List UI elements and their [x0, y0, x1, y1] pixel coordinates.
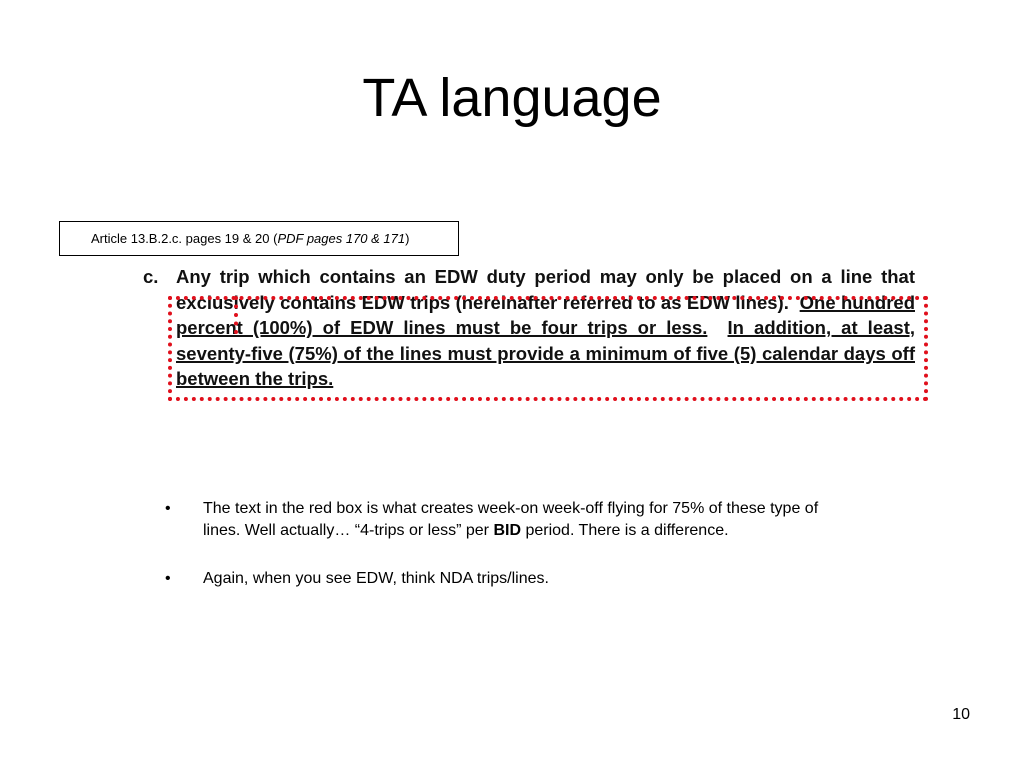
bullet-2-text: Again, when you see EDW, think NDA trips/lines. — [203, 570, 549, 587]
article-reference-box — [59, 221, 459, 256]
bullet-1-text: The text in the red box is what creates week-on week-off flying for 75% of these type of lines. Well actually… “4-trips or less” per — [203, 500, 819, 539]
bullet-1-text-end: period. There is a difference. — [521, 522, 729, 539]
red-dotted-highlight-notch — [234, 296, 240, 334]
reference-pdf-pages: PDF pages 170 & 171 — [277, 231, 406, 246]
bullet-1-bold: BID — [493, 522, 522, 539]
bullet-item-1 — [160, 498, 820, 542]
red-dotted-highlight-box — [168, 296, 928, 401]
reference-close-paren: ) — [405, 231, 410, 246]
excerpt-sentence-2: One hundred percent (100%) of EDW lines must be four trips or less. — [176, 291, 915, 339]
bullet-list — [160, 498, 820, 616]
bullet-dot-icon: • — [165, 570, 171, 587]
excerpt-sentence-3: In addition, at least, seventy-five (75%) of the lines must provide a minimum of five (5) calendar days off between the trips. — [176, 317, 915, 390]
reference-text: Article 13.B.2.c. pages 19 & 20 ( — [91, 231, 278, 246]
bullet-dot-icon: • — [165, 500, 171, 517]
excerpt-sentence-1: Any trip which contains an EDW duty period may only be placed on a line that exclusively contains EDW trips (hereinafter referred to as EDW lines). — [176, 266, 915, 313]
bullet-item-2 — [160, 568, 820, 590]
excerpt-marker: c. — [143, 266, 159, 287]
page-number: 10 — [952, 706, 970, 723]
slide-title: TA language — [362, 68, 662, 128]
